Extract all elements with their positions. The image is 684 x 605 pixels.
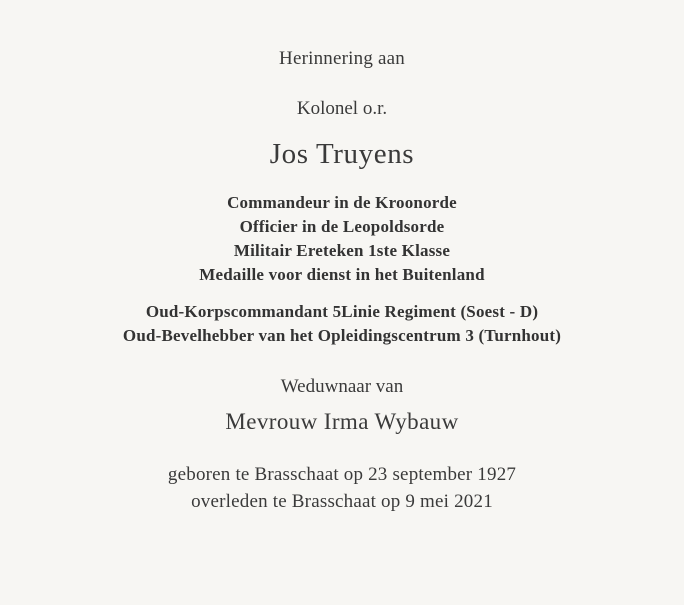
honour-line: Commandeur in de Kroonorde [227, 193, 457, 212]
career-line: Oud-Bevelhebber van het Opleidingscentrum 3 (Turnhout) [122, 326, 562, 345]
widower-label: Weduwnaar van [280, 376, 404, 397]
rank-text: Kolonel o.r. [296, 98, 388, 119]
honour-line: Militair Ereteken 1ste Klasse [233, 241, 451, 260]
career-line: Oud-Korpscommandant 5Linie Regiment (Soest - D) [145, 302, 539, 321]
honour-line: Medaille voor dienst in het Buitenland [199, 265, 485, 284]
deceased-name: Jos Truyens [269, 138, 415, 170]
honour-line: Officier in de Leopoldsorde [239, 217, 445, 236]
spouse-name: Mevrouw Irma Wybauw [225, 409, 459, 434]
death-line: overleden te Brasschaat op 9 mei 2021 [191, 491, 493, 512]
intro-text: Herinnering aan [279, 48, 405, 69]
birth-line: geboren te Brasschaat op 23 september 1927 [167, 464, 517, 485]
